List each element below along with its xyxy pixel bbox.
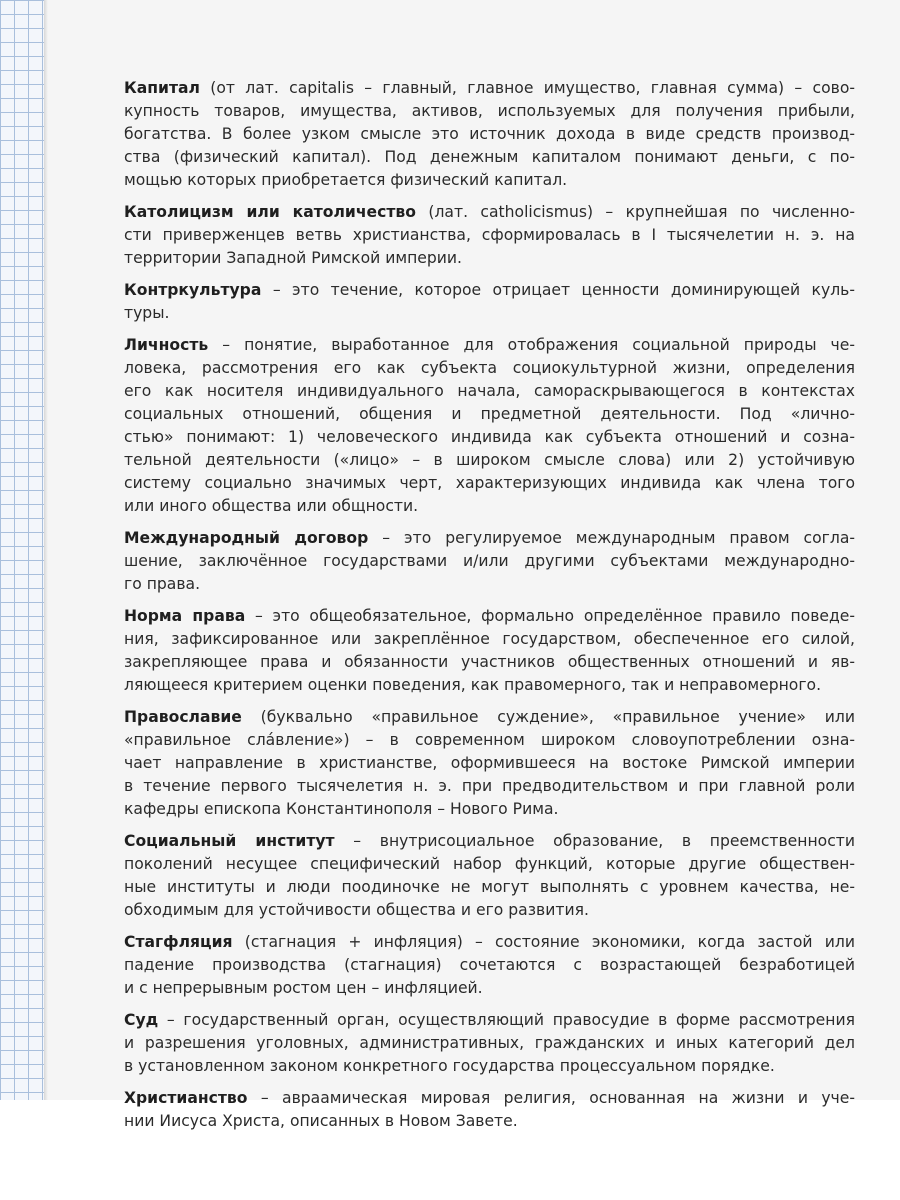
glossary-entry — [124, 931, 855, 1000]
definition-text: – это общеобязательное, формально определённое правило поведе- — [254, 607, 855, 625]
definition-text: (лат. catholicismus) – крупнейшая по численно- — [428, 203, 855, 221]
glossary-term: Капитал — [124, 79, 200, 97]
entry-line: социальных отношений, общения и предметной деятельности. Под «лично- — [124, 405, 855, 423]
entry-line: его как носителя индивидуального начала, самораскрывающегося в контекстах — [124, 382, 855, 400]
glossary-entry — [124, 1087, 855, 1133]
entry-line: мощью которых приобретается физический капитал. — [124, 171, 568, 189]
entry-line: закрепляющее права и обязанности участников общественных отношений и яв- — [124, 653, 855, 671]
glossary-entry — [124, 279, 855, 325]
entry-line: систему социально значимых черт, характеризующих индивида как члена того — [124, 474, 855, 492]
glossary-term: Личность — [124, 336, 209, 354]
entry-line: ловека, рассмотрения его как субъекта социокультурной жизни, определения — [124, 359, 855, 377]
entry-line — [124, 830, 855, 853]
entry-line: территории Западной Римской империи. — [124, 249, 463, 267]
entry-line: чает направление в христианстве, оформившееся на востоке Римской империи — [124, 754, 855, 772]
definition-text: (от лат. capitalis – главный, главное имущество, главная сумма) – сово- — [210, 79, 855, 97]
glossary-term: Социальный институт — [124, 832, 335, 850]
glossary-term: Стагфляция — [124, 933, 233, 951]
entry-line — [124, 1009, 855, 1032]
entry-line — [124, 706, 855, 729]
glossary-term: Католицизм или католичество — [124, 203, 416, 221]
entry-line: поколений несущее специфический набор функций, которые другие обществен- — [124, 855, 855, 873]
glossary-entry — [124, 706, 855, 821]
page-edge-shadow — [44, 0, 48, 1100]
entry-line: ства (физический капитал). Под денежным капиталом понимают деньги, с по- — [124, 148, 855, 166]
entry-line: ния, зафиксированное или закреплённое государством, обеспеченное его силой, — [124, 630, 855, 648]
entry-line — [124, 931, 855, 954]
entry-line — [124, 605, 855, 628]
entry-line: шение, заключённое государствами и/или другими субъектами международно- — [124, 552, 855, 570]
entry-line: и разрешения уголовных, административных, гражданских и иных категорий дел — [124, 1034, 855, 1052]
glossary-term: Христианство — [124, 1089, 248, 1107]
entry-line: в течение первого тысячелетия н. э. при предводительством и при главной роли — [124, 777, 855, 795]
entry-line: «правильное сла́вление») – в современном широком словоупотреблении озна- — [124, 731, 855, 749]
entry-line: нии Иисуса Христа, описанных в Новом Завете. — [124, 1112, 518, 1130]
glossary-term: Контркультура — [124, 281, 262, 299]
entry-line — [124, 201, 855, 224]
glossary-entry — [124, 77, 855, 192]
glossary-entry — [124, 527, 855, 596]
glossary-entry — [124, 1009, 855, 1078]
entry-line: богатства. В более узком смысле это источник дохода в виде средств производ- — [124, 125, 855, 143]
entry-line: стью» понимают: 1) человеческого индивида как субъекта отношений и созна- — [124, 428, 855, 446]
glossary-term: Международный договор — [124, 529, 369, 547]
entry-line: обходимым для устойчивости общества и его развития. — [124, 901, 589, 919]
entry-line: туры. — [124, 304, 170, 322]
glossary-entry — [124, 830, 855, 922]
definition-text: – понятие, выработанное для отображения социальной природы че- — [222, 336, 855, 354]
glossary-term: Православие — [124, 708, 242, 726]
entry-line: ляющееся критерием оценки поведения, как правомерного, так и неправомерного. — [124, 676, 822, 694]
glossary — [124, 77, 855, 1142]
definition-text: – это регулируемое международным правом согла- — [382, 529, 856, 547]
glossary-entry — [124, 334, 855, 518]
glossary-term: Суд — [124, 1011, 159, 1029]
glossary-term: Норма права — [124, 607, 246, 625]
definition-text: (буквально «правильное суждение», «правильное учение» или — [260, 708, 855, 726]
glossary-entry — [124, 201, 855, 270]
entry-line: ные институты и люди поодиночке не могут выполнять с уровнем качества, не- — [124, 878, 855, 896]
entry-line — [124, 527, 855, 550]
definition-text: – это течение, которое отрицает ценности доминирующей куль- — [272, 281, 855, 299]
definition-text: (стагнация + инфляция) – состояние экономики, когда застой или — [244, 933, 855, 951]
entry-line: или иного общества или общности. — [124, 497, 419, 515]
entry-line — [124, 77, 855, 100]
grid-paper-strip — [0, 0, 44, 1100]
definition-text: – внутрисоциальное образование, в преемственности — [353, 832, 855, 850]
definition-text: – авраамическая мировая религия, основанная на жизни и уче- — [260, 1089, 855, 1107]
entry-line: тельной деятельности («лицо» – в широком смысле слова) или 2) устойчивую — [124, 451, 855, 469]
entry-line: го права. — [124, 575, 201, 593]
entry-line: в установленном законом конкретного государства процессуальном порядке. — [124, 1057, 775, 1075]
entry-line: кафедры епископа Константинополя – Нового Рима. — [124, 800, 559, 818]
entry-line — [124, 334, 855, 357]
entry-line: сти приверженцев ветвь христианства, сформировалась в I тысячелетии н. э. на — [124, 226, 855, 244]
entry-line — [124, 1087, 855, 1110]
entry-line: и с непрерывным ростом цен – инфляцией. — [124, 979, 483, 997]
entry-line: падение производства (стагнация) сочетаются с возрастающей безработицей — [124, 956, 855, 974]
glossary-entry — [124, 605, 855, 697]
definition-text: – государственный орган, осуществляющий правосудие в форме рассмотрения — [166, 1011, 855, 1029]
entry-line: купность товаров, имущества, активов, используемых для получения прибыли, — [124, 102, 855, 120]
entry-line — [124, 279, 855, 302]
